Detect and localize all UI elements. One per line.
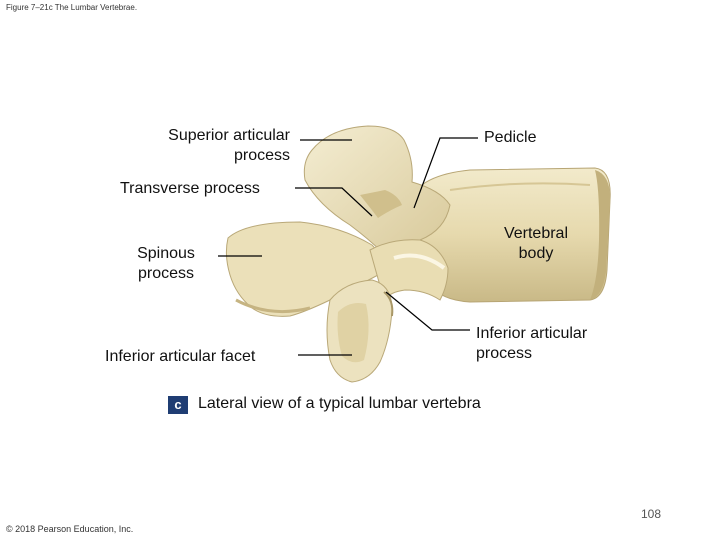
- caption-badge: c: [168, 396, 188, 414]
- label-transverse-process: Transverse process: [120, 180, 260, 197]
- inferior-articular-process-shape: [327, 280, 392, 382]
- label-vertebral-body: [486, 224, 586, 264]
- label-line: process: [476, 345, 533, 362]
- figure-caption: Lateral view of a typical lumbar vertebra: [198, 395, 481, 412]
- label-inferior-articular-process: [476, 324, 587, 364]
- label-inferior-articular-facet: Inferior articular facet: [105, 348, 256, 365]
- label-superior-articular-process: [128, 126, 290, 166]
- label-line: Inferior articular: [476, 325, 588, 342]
- label-pedicle: Pedicle: [484, 129, 537, 146]
- label-spinous-process: [118, 244, 214, 284]
- copyright: © 2018 Pearson Education, Inc.: [6, 524, 134, 534]
- label-line: Superior articular: [168, 127, 290, 144]
- label-line: process: [137, 265, 195, 282]
- label-line: body: [518, 245, 554, 262]
- slide-title: Figure 7–21c The Lumbar Vertebrae.: [6, 3, 138, 12]
- label-line: Vertebral: [503, 225, 569, 242]
- label-line: process: [233, 147, 290, 164]
- label-line: Spinous: [137, 245, 195, 262]
- page-number: 108: [641, 507, 662, 521]
